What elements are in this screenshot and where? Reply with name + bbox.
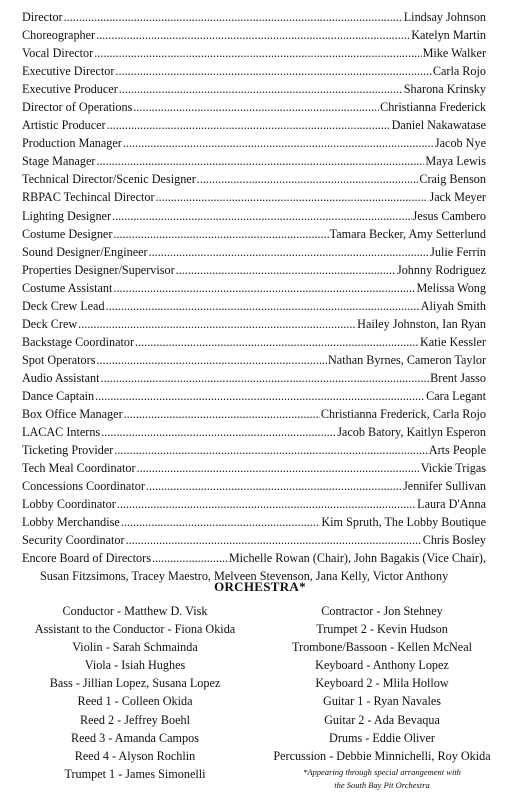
orchestra-member: Guitar 2 - Ada Bevaqua xyxy=(324,712,440,727)
credit-role: Concessions Coordinator xyxy=(22,479,145,494)
dot-leader xyxy=(78,315,356,333)
credit-name: Nathan Byrnes, Cameron Taylor xyxy=(328,352,486,367)
credit-name: Christianna Frederick, Carla Rojo xyxy=(320,407,486,422)
orchestra-member: Assistant to the Conductor - Fiona Okida xyxy=(34,622,236,637)
credit-name: Michelle Rowan (Chair), John Bagakis (Vice Chair), xyxy=(228,551,486,566)
credit-name: Carla Rojo xyxy=(432,64,486,79)
credit-row xyxy=(22,152,486,170)
credit-row xyxy=(22,279,486,297)
orchestra-member: Reed 2 - Jeffrey Boehl xyxy=(79,712,191,727)
credit-row xyxy=(22,170,486,188)
dot-leader xyxy=(119,80,403,98)
credit-row xyxy=(22,116,486,134)
credit-row xyxy=(22,297,486,315)
footnote-line-1: *Appearing through special arrangement with xyxy=(303,767,461,777)
credit-name: Hailey Johnston, Ian Ryan xyxy=(357,316,486,331)
orchestra-right-column xyxy=(257,602,507,765)
credit-name: Daniel Nakawatase xyxy=(391,118,486,133)
credit-row xyxy=(22,423,486,441)
credit-name: Brent Jasso xyxy=(430,370,486,385)
credit-row xyxy=(22,80,486,98)
credit-role: Audio Assistant xyxy=(22,370,100,385)
dot-leader xyxy=(156,188,429,206)
dot-leader xyxy=(113,225,328,243)
credit-role: LACAC Interns xyxy=(22,425,101,440)
credit-role: Vocal Director xyxy=(22,46,94,61)
dot-leader xyxy=(112,207,412,225)
orchestra-member: Trumpet 1 - James Simonelli xyxy=(64,766,206,781)
credit-row xyxy=(22,207,486,225)
orchestra-member: Keyboard 2 - Mlila Hollow xyxy=(315,676,449,691)
orchestra-member: Contractor - Jon Stehney xyxy=(321,604,443,618)
credit-name: Jesus Cambero xyxy=(412,208,486,223)
footnote-line-2: the South Bay Pit Orchestra xyxy=(334,780,430,790)
orchestra-member: Reed 1 - Colleen Okida xyxy=(77,694,193,709)
credit-row xyxy=(22,351,486,369)
dot-leader xyxy=(94,44,421,62)
dot-leader xyxy=(133,98,379,116)
credit-role: RBPAC Techincal Director xyxy=(22,190,155,205)
credit-role: Box Office Manager xyxy=(22,407,123,422)
orchestra-member: Violin - Sarah Schmainda xyxy=(72,640,198,655)
dot-leader xyxy=(152,549,228,567)
credit-row xyxy=(22,513,486,531)
credit-name: Katie Kessler xyxy=(420,334,486,349)
credit-row xyxy=(22,243,486,261)
credit-name: Christianna Frederick xyxy=(380,100,486,115)
dot-leader xyxy=(96,26,410,44)
credit-role: Lobby Coordinator xyxy=(22,497,116,512)
dot-leader xyxy=(117,495,416,513)
production-credits-list xyxy=(22,8,486,586)
credit-row xyxy=(22,477,486,495)
credit-row xyxy=(22,98,486,116)
dot-leader xyxy=(197,170,419,188)
dot-leader xyxy=(146,477,402,495)
dot-leader xyxy=(176,261,396,279)
credit-continuation: Susan Fitzsimons, Tracey Maestro, Melveen Stevenson, Jana Kelly, Victor Anthony xyxy=(40,569,449,584)
orchestra-left-column xyxy=(10,602,260,783)
dot-leader xyxy=(121,513,321,531)
credit-name: Mike Walker xyxy=(422,46,486,61)
orchestra-member: Viola - Isiah Hughes xyxy=(84,658,186,673)
credit-row xyxy=(22,369,486,387)
orchestra-member: Trombone/Bassoon - Kellen McNeal xyxy=(292,640,472,655)
credit-name: Jacob Batory, Kaitlyn Esperon xyxy=(337,425,486,440)
credit-name: Vickie Trigas xyxy=(420,461,486,476)
credit-name: Jennifer Sullivan xyxy=(403,479,486,494)
orchestra-member: Drums - Eddie Oliver xyxy=(329,730,435,745)
credit-name: Chris Bosley xyxy=(422,533,486,548)
orchestra-member: Reed 3 - Amanda Campos xyxy=(71,730,199,745)
credit-row xyxy=(22,62,486,80)
credit-role: Dance Captain xyxy=(22,388,95,403)
orchestra-heading: ORCHESTRA* xyxy=(214,579,306,594)
dot-leader xyxy=(126,531,422,549)
orchestra-member: Bass - Jillian Lopez, Susana Lopez xyxy=(49,676,221,691)
credit-name: Kim Spruth, The Lobby Boutique xyxy=(321,515,486,530)
credit-role: Tech Meal Coordinator xyxy=(22,461,136,476)
credit-role: Production Manager xyxy=(22,136,122,151)
orchestra-member: Percussion - Debbie Minnichelli, Roy Okida xyxy=(273,748,491,763)
dot-leader xyxy=(96,152,424,170)
credit-role: Ticketing Provider xyxy=(22,443,114,458)
credit-role: Lighting Designer xyxy=(22,208,112,223)
credit-row xyxy=(22,387,486,405)
dot-leader xyxy=(135,333,419,351)
credit-role: Encore Board of Directors xyxy=(22,551,151,566)
credit-name: Jack Meyer xyxy=(429,190,486,205)
dot-leader xyxy=(115,62,431,80)
credit-role: Lobby Merchandise xyxy=(22,515,120,530)
credit-row xyxy=(22,459,486,477)
credit-role: Properties Designer/Supervisor xyxy=(22,262,175,277)
credit-name: Maya Lewis xyxy=(425,154,486,169)
credit-name: Aliyah Smith xyxy=(420,298,486,313)
dot-leader xyxy=(114,441,427,459)
orchestra-member: Conductor - Matthew D. Visk xyxy=(62,604,208,618)
orchestra-member: Reed 4 - Alyson Rochlin xyxy=(74,748,196,763)
credit-role: Spot Operators xyxy=(22,352,96,367)
credit-row xyxy=(22,225,486,243)
credit-role: Deck Crew xyxy=(22,316,78,331)
credit-role: Technical Director/Scenic Designer xyxy=(22,172,196,187)
credit-row xyxy=(22,134,486,152)
credit-name: Lindsay Johnson xyxy=(403,10,486,24)
dot-leader xyxy=(137,459,420,477)
credit-row xyxy=(22,188,486,206)
credit-name: Tamara Becker, Amy Setterlund xyxy=(329,226,486,241)
credit-row xyxy=(22,441,486,459)
credit-name: Julie Ferrin xyxy=(430,244,486,259)
credit-role: Executive Producer xyxy=(22,82,118,97)
dot-leader xyxy=(96,351,327,369)
credit-role: Artistic Producer xyxy=(22,118,106,133)
orchestra-member: Keyboard - Anthony Lopez xyxy=(315,658,449,673)
credit-name: Katelyn Martin xyxy=(411,28,486,43)
credit-role: Deck Crew Lead xyxy=(22,298,105,313)
dot-leader xyxy=(113,279,415,297)
credit-row xyxy=(22,26,486,44)
orchestra-member: Trumpet 2 - Kevin Hudson xyxy=(316,622,448,637)
dot-leader xyxy=(101,423,336,441)
credit-name: Melissa Wong xyxy=(416,280,486,295)
credit-name: Laura D'Anna xyxy=(417,497,486,512)
credit-role: Security Coordinator xyxy=(22,533,125,548)
credit-row xyxy=(22,315,486,333)
credit-name: Johnny Rodriguez xyxy=(396,262,486,277)
credit-row xyxy=(22,261,486,279)
credit-row xyxy=(22,549,486,567)
credit-role: Choreographer xyxy=(22,28,96,43)
credit-name: Cara Legant xyxy=(426,388,486,403)
credit-row xyxy=(22,44,486,62)
orchestra-member: Guitar 1 - Ryan Navales xyxy=(323,694,441,709)
dot-leader xyxy=(149,243,430,261)
credit-name: Sharona Krinsky xyxy=(403,82,486,97)
credit-name: Arts People xyxy=(428,443,486,458)
credit-role: Stage Manager xyxy=(22,154,96,169)
credit-row xyxy=(22,333,486,351)
dot-leader xyxy=(101,369,430,387)
dot-leader xyxy=(106,297,420,315)
dot-leader xyxy=(95,387,425,405)
credit-row xyxy=(22,8,486,26)
credit-name: Jacob Nye xyxy=(434,136,486,151)
credit-role: Executive Director xyxy=(22,64,115,79)
credit-name: Craig Benson xyxy=(419,172,486,187)
dot-leader xyxy=(107,116,391,134)
credit-row xyxy=(22,495,486,513)
credit-row xyxy=(22,405,486,423)
dot-leader xyxy=(64,8,403,26)
dot-leader xyxy=(124,405,320,423)
credit-role: Costume Assistant xyxy=(22,280,113,295)
credit-role: Backstage Coordinator xyxy=(22,334,135,349)
credit-row xyxy=(22,531,486,549)
credit-role: Director of Operations xyxy=(22,100,133,115)
dot-leader xyxy=(123,134,434,152)
credit-role: Director xyxy=(22,10,63,24)
credit-role: Costume Designer xyxy=(22,226,113,241)
credit-role: Sound Designer/Engineer xyxy=(22,244,148,259)
orchestra-footnote xyxy=(257,766,507,792)
